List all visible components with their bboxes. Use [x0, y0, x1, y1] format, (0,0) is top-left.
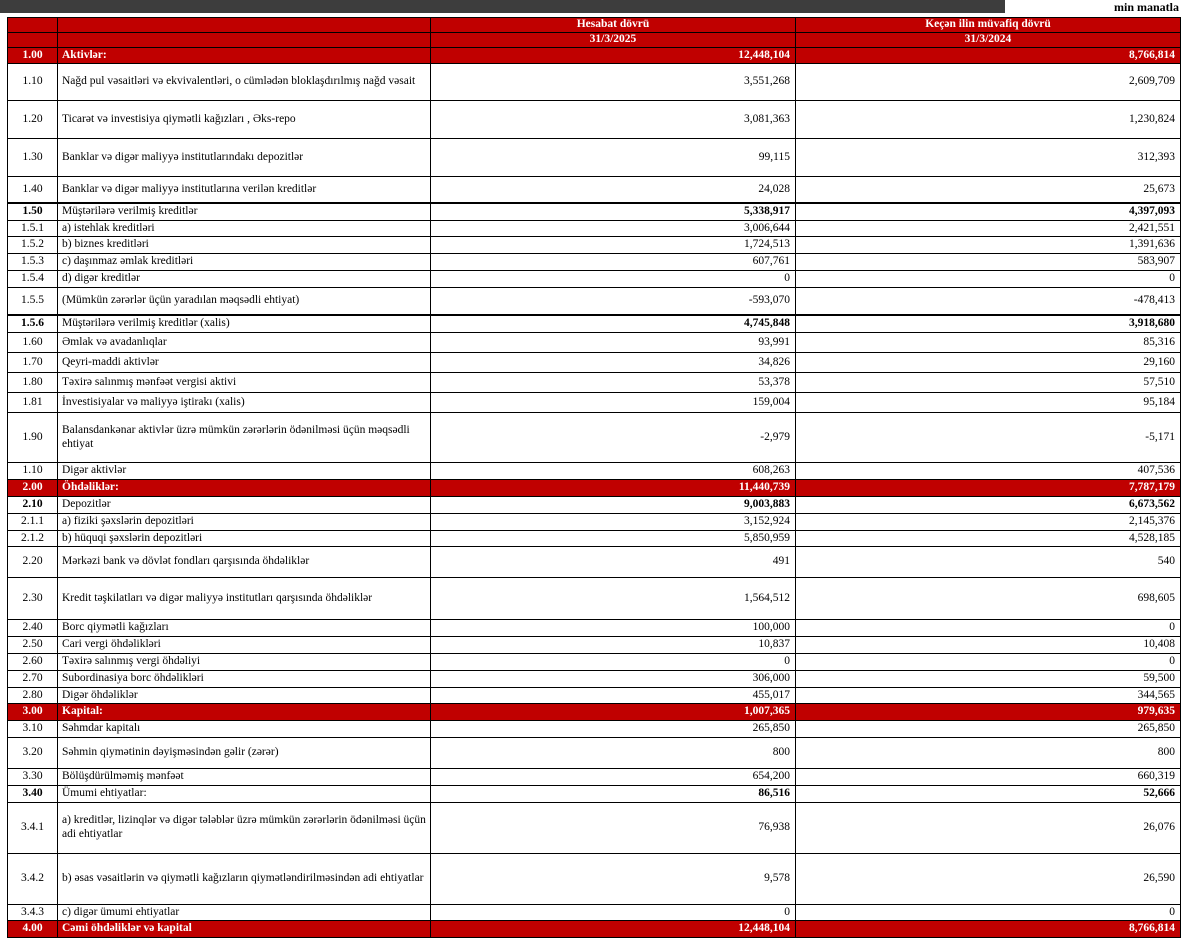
row-label-cell: Cəmi öhdəliklər və kapital [58, 921, 431, 938]
value-prior-cell: 10,408 [796, 637, 1181, 654]
header-empty-cell [58, 32, 431, 47]
row-label-cell: Müştərilərə verilmiş kreditlər (xalis) [58, 315, 431, 332]
row-label-cell: Kapital: [58, 704, 431, 721]
row-label-cell: Müştərilərə verilmiş kreditlər [58, 203, 431, 220]
value-prior-cell: 2,421,551 [796, 220, 1181, 237]
table-row [8, 177, 1181, 203]
table-row [8, 737, 1181, 768]
row-index-cell: 2.60 [8, 653, 58, 670]
table-row [8, 853, 1181, 904]
header-prior-period-title: Keçən ilin müvafiq dövrü [796, 18, 1181, 33]
row-label-cell: Borc qiymətli kağızları [58, 620, 431, 637]
table-row [8, 315, 1181, 332]
table-row [8, 785, 1181, 802]
row-label-cell: b) biznes kreditləri [58, 237, 431, 254]
row-label-cell: Təxirə salınmış vergi öhdəliyi [58, 653, 431, 670]
value-current-cell: 0 [431, 271, 796, 288]
row-label-cell: Digər aktivlər [58, 463, 431, 480]
value-prior-cell: 26,590 [796, 853, 1181, 904]
row-label-cell: Digər öhdəliklər [58, 687, 431, 704]
row-index-cell: 3.10 [8, 721, 58, 738]
row-index-cell: 1.30 [8, 139, 58, 177]
table-row [8, 203, 1181, 220]
table-row [8, 904, 1181, 921]
row-index-cell: 3.4.2 [8, 853, 58, 904]
table-row [8, 271, 1181, 288]
row-index-cell: 3.40 [8, 785, 58, 802]
value-current-cell: 93,991 [431, 333, 796, 353]
value-prior-cell: 26,076 [796, 802, 1181, 853]
row-index-cell: 2.10 [8, 496, 58, 513]
value-current-cell: 1,564,512 [431, 578, 796, 620]
row-label-cell: Ticarət və investisiya qiymətli kağızları , Əks-repo [58, 101, 431, 139]
row-index-cell: 1.5.1 [8, 220, 58, 237]
table-row [8, 637, 1181, 654]
row-index-cell: 1.5.2 [8, 237, 58, 254]
row-label-cell: Bölüşdürülməmiş mənfəət [58, 768, 431, 785]
row-label-cell: d) digər kreditlər [58, 271, 431, 288]
row-index-cell: 1.70 [8, 353, 58, 373]
row-index-cell: 2.40 [8, 620, 58, 637]
row-label-cell: Əmlak və avadanlıqlar [58, 333, 431, 353]
header-current-period-date: 31/3/2025 [431, 32, 796, 47]
row-label-cell: Cari vergi öhdəlikləri [58, 637, 431, 654]
table-row [8, 530, 1181, 547]
row-index-cell: 2.00 [8, 480, 58, 497]
table-row [8, 496, 1181, 513]
value-current-cell: 3,152,924 [431, 513, 796, 530]
row-index-cell: 3.00 [8, 704, 58, 721]
row-label-cell: b) hüquqi şəxslərin depozitləri [58, 530, 431, 547]
table-row [8, 547, 1181, 578]
value-prior-cell: 583,907 [796, 254, 1181, 271]
row-label-cell: a) kreditlər, lizinqlər və digər tələblər üzrə mümkün zərərlərin ödənilməsi üçün adi ehtiyatlar [58, 802, 431, 853]
value-prior-cell: 29,160 [796, 353, 1181, 373]
table-row [8, 237, 1181, 254]
value-prior-cell: 540 [796, 547, 1181, 578]
value-current-cell: 24,028 [431, 177, 796, 203]
row-label-cell: Nağd pul vəsaitləri və ekvivalentləri, o cümlədən bloklaşdırılmış nağd vəsait [58, 64, 431, 101]
row-index-cell: 1.5.3 [8, 254, 58, 271]
table-row [8, 721, 1181, 738]
row-label-cell: Aktivlər: [58, 47, 431, 64]
value-prior-cell: 979,635 [796, 704, 1181, 721]
row-index-cell: 1.5.6 [8, 315, 58, 332]
value-prior-cell: 0 [796, 620, 1181, 637]
row-label-cell: Səhmin qiymətinin dəyişməsindən gəlir (zərər) [58, 737, 431, 768]
table-row [8, 254, 1181, 271]
table-row [8, 653, 1181, 670]
row-index-cell: 1.81 [8, 393, 58, 413]
row-label-cell: a) fiziki şəxslərin depozitləri [58, 513, 431, 530]
value-prior-cell: 8,766,814 [796, 921, 1181, 938]
value-prior-cell: 3,918,680 [796, 315, 1181, 332]
row-label-cell: (Mümkün zərərlər üçün yaradılan məqsədli ehtiyat) [58, 287, 431, 315]
value-prior-cell: 660,319 [796, 768, 1181, 785]
value-prior-cell: 0 [796, 271, 1181, 288]
table-row [8, 393, 1181, 413]
table-row [8, 802, 1181, 853]
value-prior-cell: 407,536 [796, 463, 1181, 480]
value-current-cell: 455,017 [431, 687, 796, 704]
value-current-cell: -2,979 [431, 413, 796, 463]
value-prior-cell: 2,145,376 [796, 513, 1181, 530]
table-row [8, 921, 1181, 938]
row-label-cell: c) daşınmaz əmlak kreditləri [58, 254, 431, 271]
row-index-cell: 1.10 [8, 64, 58, 101]
row-label-cell: c) digər ümumi ehtiyatlar [58, 904, 431, 921]
value-current-cell: 5,850,959 [431, 530, 796, 547]
row-label-cell: Səhmdar kapitalı [58, 721, 431, 738]
header-empty-cell [8, 18, 58, 33]
value-prior-cell: 25,673 [796, 177, 1181, 203]
row-label-cell: Subordinasiya borc öhdəlikləri [58, 670, 431, 687]
value-prior-cell: 265,850 [796, 721, 1181, 738]
row-label-cell: Mərkəzi bank və dövlət fondları qarşısında öhdəliklər [58, 547, 431, 578]
row-index-cell: 2.1.1 [8, 513, 58, 530]
value-prior-cell: 85,316 [796, 333, 1181, 353]
row-label-cell: Balansdankənar aktivlər üzrə mümkün zərərlərin ödənilməsi üçün məqsədli ehtiyat [58, 413, 431, 463]
table-row [8, 333, 1181, 353]
value-current-cell: 76,938 [431, 802, 796, 853]
row-index-cell: 1.5.5 [8, 287, 58, 315]
top-strip [0, 0, 1187, 17]
balance-sheet-table [7, 17, 1181, 938]
table-row [8, 373, 1181, 393]
value-current-cell: 3,081,363 [431, 101, 796, 139]
table-row [8, 480, 1181, 497]
value-current-cell: 607,761 [431, 254, 796, 271]
window-top-bar [0, 0, 1005, 13]
value-current-cell: 11,440,739 [431, 480, 796, 497]
table-row [8, 687, 1181, 704]
table-row [8, 704, 1181, 721]
row-index-cell: 1.00 [8, 47, 58, 64]
value-current-cell: 12,448,104 [431, 921, 796, 938]
value-prior-cell: 2,609,709 [796, 64, 1181, 101]
row-label-cell: Qeyri-maddi aktivlər [58, 353, 431, 373]
value-current-cell: 9,003,883 [431, 496, 796, 513]
value-current-cell: 491 [431, 547, 796, 578]
value-current-cell: 608,263 [431, 463, 796, 480]
value-prior-cell: 52,666 [796, 785, 1181, 802]
table-row [8, 353, 1181, 373]
value-current-cell: 99,115 [431, 139, 796, 177]
value-prior-cell: 6,673,562 [796, 496, 1181, 513]
value-prior-cell: -5,171 [796, 413, 1181, 463]
row-index-cell: 2.70 [8, 670, 58, 687]
table-row [8, 64, 1181, 101]
row-index-cell: 1.20 [8, 101, 58, 139]
header-empty-cell [8, 32, 58, 47]
row-index-cell: 1.90 [8, 413, 58, 463]
table-row [8, 578, 1181, 620]
value-current-cell: 0 [431, 904, 796, 921]
value-current-cell: 265,850 [431, 721, 796, 738]
value-current-cell: 1,007,365 [431, 704, 796, 721]
row-index-cell: 2.1.2 [8, 530, 58, 547]
row-index-cell: 2.30 [8, 578, 58, 620]
row-index-cell: 1.80 [8, 373, 58, 393]
row-index-cell: 4.00 [8, 921, 58, 938]
value-prior-cell: 312,393 [796, 139, 1181, 177]
header-row-period [8, 18, 1181, 33]
table-row [8, 513, 1181, 530]
header-current-period-title: Hesabat dövrü [431, 18, 796, 33]
table-row [8, 670, 1181, 687]
value-current-cell: 9,578 [431, 853, 796, 904]
row-label-cell: Depozitlər [58, 496, 431, 513]
value-current-cell: 53,378 [431, 373, 796, 393]
value-current-cell: 4,745,848 [431, 315, 796, 332]
table-row [8, 101, 1181, 139]
value-current-cell: 100,000 [431, 620, 796, 637]
value-prior-cell: 4,397,093 [796, 203, 1181, 220]
row-label-cell: Təxirə salınmış mənfəət vergisi aktivi [58, 373, 431, 393]
row-index-cell: 1.60 [8, 333, 58, 353]
row-label-cell: İnvestisiyalar və maliyyə iştirakı (xalis) [58, 393, 431, 413]
row-index-cell: 3.20 [8, 737, 58, 768]
value-current-cell: 86,516 [431, 785, 796, 802]
value-prior-cell: 8,766,814 [796, 47, 1181, 64]
value-current-cell: 159,004 [431, 393, 796, 413]
table-row [8, 287, 1181, 315]
row-label-cell: b) əsas vəsaitlərin və qiymətli kağızların qiymətləndirilməsindən adi ehtiyatlar [58, 853, 431, 904]
table-row [8, 47, 1181, 64]
unit-note: min manatla [1113, 0, 1179, 14]
value-prior-cell: 1,230,824 [796, 101, 1181, 139]
value-current-cell: 654,200 [431, 768, 796, 785]
value-prior-cell: 95,184 [796, 393, 1181, 413]
row-index-cell: 1.10 [8, 463, 58, 480]
row-label-cell: Banklar və digər maliyyə institutlarındakı depozitlər [58, 139, 431, 177]
table-row [8, 768, 1181, 785]
value-prior-cell: 0 [796, 653, 1181, 670]
value-current-cell: 306,000 [431, 670, 796, 687]
value-prior-cell: 698,605 [796, 578, 1181, 620]
value-prior-cell: 800 [796, 737, 1181, 768]
row-index-cell: 3.4.3 [8, 904, 58, 921]
value-current-cell: -593,070 [431, 287, 796, 315]
value-current-cell: 34,826 [431, 353, 796, 373]
value-current-cell: 5,338,917 [431, 203, 796, 220]
value-prior-cell: 1,391,636 [796, 237, 1181, 254]
value-current-cell: 1,724,513 [431, 237, 796, 254]
value-current-cell: 0 [431, 653, 796, 670]
row-index-cell: 3.30 [8, 768, 58, 785]
row-index-cell: 1.5.4 [8, 271, 58, 288]
row-index-cell: 2.80 [8, 687, 58, 704]
value-prior-cell: -478,413 [796, 287, 1181, 315]
value-prior-cell: 4,528,185 [796, 530, 1181, 547]
value-prior-cell: 57,510 [796, 373, 1181, 393]
value-current-cell: 3,551,268 [431, 64, 796, 101]
value-prior-cell: 59,500 [796, 670, 1181, 687]
table-row [8, 620, 1181, 637]
table-row [8, 463, 1181, 480]
header-prior-period-date: 31/3/2024 [796, 32, 1181, 47]
row-index-cell: 3.4.1 [8, 802, 58, 853]
row-label-cell: Banklar və digər maliyyə institutlarına verilən kreditlər [58, 177, 431, 203]
header-empty-cell [58, 18, 431, 33]
value-prior-cell: 344,565 [796, 687, 1181, 704]
table-row [8, 139, 1181, 177]
table-row [8, 413, 1181, 463]
row-index-cell: 1.50 [8, 203, 58, 220]
value-prior-cell: 0 [796, 904, 1181, 921]
row-label-cell: Kredit təşkilatları və digər maliyyə institutları qarşısında öhdəliklər [58, 578, 431, 620]
row-index-cell: 1.40 [8, 177, 58, 203]
table-row [8, 220, 1181, 237]
value-current-cell: 12,448,104 [431, 47, 796, 64]
row-index-cell: 2.20 [8, 547, 58, 578]
row-label-cell: Öhdəliklər: [58, 480, 431, 497]
row-label-cell: Ümumi ehtiyatlar: [58, 785, 431, 802]
row-index-cell: 2.50 [8, 637, 58, 654]
value-current-cell: 3,006,644 [431, 220, 796, 237]
value-current-cell: 800 [431, 737, 796, 768]
value-current-cell: 10,837 [431, 637, 796, 654]
row-label-cell: a) istehlak kreditləri [58, 220, 431, 237]
header-row-date [8, 32, 1181, 47]
value-prior-cell: 7,787,179 [796, 480, 1181, 497]
